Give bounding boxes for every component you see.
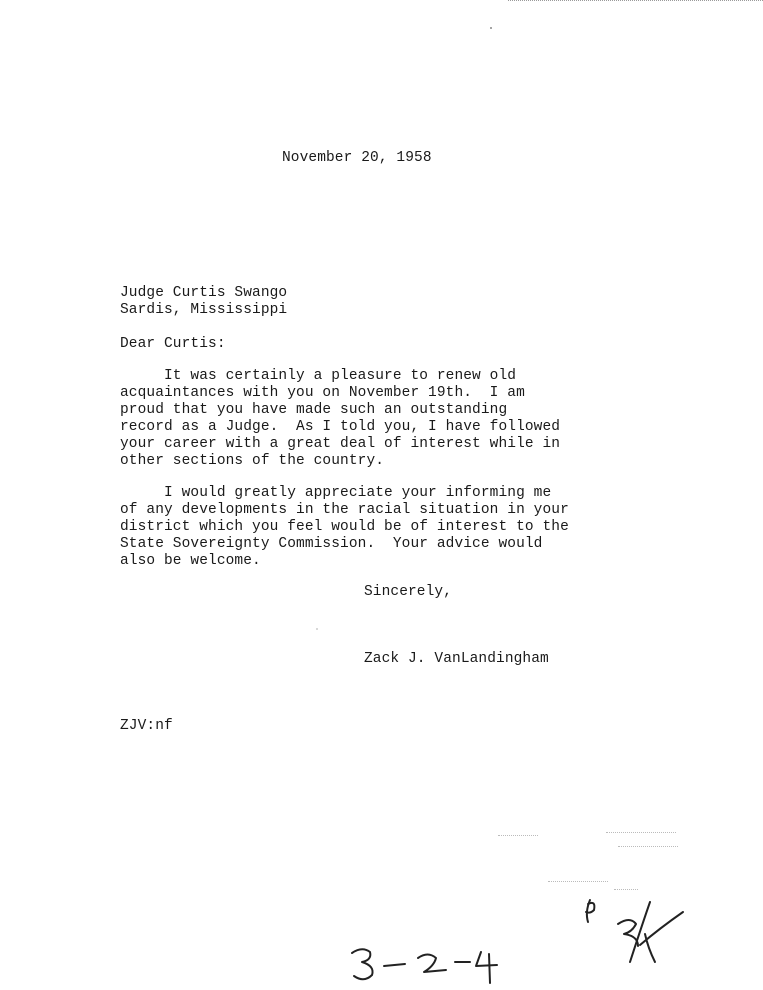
- body-paragraph-1: [120, 368, 590, 470]
- paragraph-line: acquaintances with you on November 19th. I am: [120, 385, 525, 401]
- paragraph-line: State Sovereignty Commission. Your advice would: [120, 536, 543, 552]
- paragraph-line: district which you feel would be of interest to the: [120, 519, 569, 535]
- paragraph-line: other sections of the country.: [120, 453, 385, 469]
- scan-noise: [606, 832, 676, 833]
- handwritten-stroke: [586, 903, 594, 913]
- scan-artifact-top: [508, 0, 763, 3]
- scan-noise: [498, 835, 538, 836]
- letter-date: November 20, 1958: [282, 150, 432, 166]
- handwritten-stroke: [384, 964, 405, 966]
- handwritten-stroke: [352, 949, 373, 979]
- closing: Sincerely,: [364, 584, 453, 600]
- scan-noise: [548, 881, 608, 882]
- handwritten-stroke: [630, 902, 650, 962]
- handwritten-stroke: [640, 912, 683, 945]
- scan-noise: [614, 889, 638, 890]
- handwritten-stroke: [645, 934, 655, 962]
- handwritten-stroke: [489, 954, 490, 983]
- handwritten-stroke: [418, 955, 446, 973]
- paragraph-line: It was certainly a pleasure to renew old: [120, 368, 517, 384]
- body-paragraph-2: [120, 485, 590, 570]
- recipient-address: [120, 285, 287, 319]
- scan-speck: [316, 628, 318, 630]
- handwritten-stroke: [476, 952, 497, 966]
- recipient-location: Sardis, Mississippi: [120, 302, 288, 318]
- paragraph-line: record as a Judge. As I told you, I have followed: [120, 419, 561, 435]
- handwritten-stroke: [587, 900, 590, 922]
- paragraph-line: your career with a great deal of interest while in: [120, 436, 561, 452]
- salutation: Dear Curtis:: [120, 336, 226, 352]
- paragraph-line: of any developments in the racial situation in your: [120, 502, 569, 518]
- signer-name: Zack J. VanLandingham: [364, 651, 549, 667]
- recipient-name: Judge Curtis Swango: [120, 285, 288, 301]
- scan-speck: [490, 27, 492, 29]
- typist-initials: ZJV:nf: [120, 718, 173, 734]
- scan-noise: [618, 846, 678, 847]
- handwritten-stroke: [618, 920, 638, 946]
- paragraph-line: also be welcome.: [120, 553, 261, 569]
- paragraph-line: proud that you have made such an outstanding: [120, 402, 508, 418]
- paragraph-line: I would greatly appreciate your informing me: [120, 485, 552, 501]
